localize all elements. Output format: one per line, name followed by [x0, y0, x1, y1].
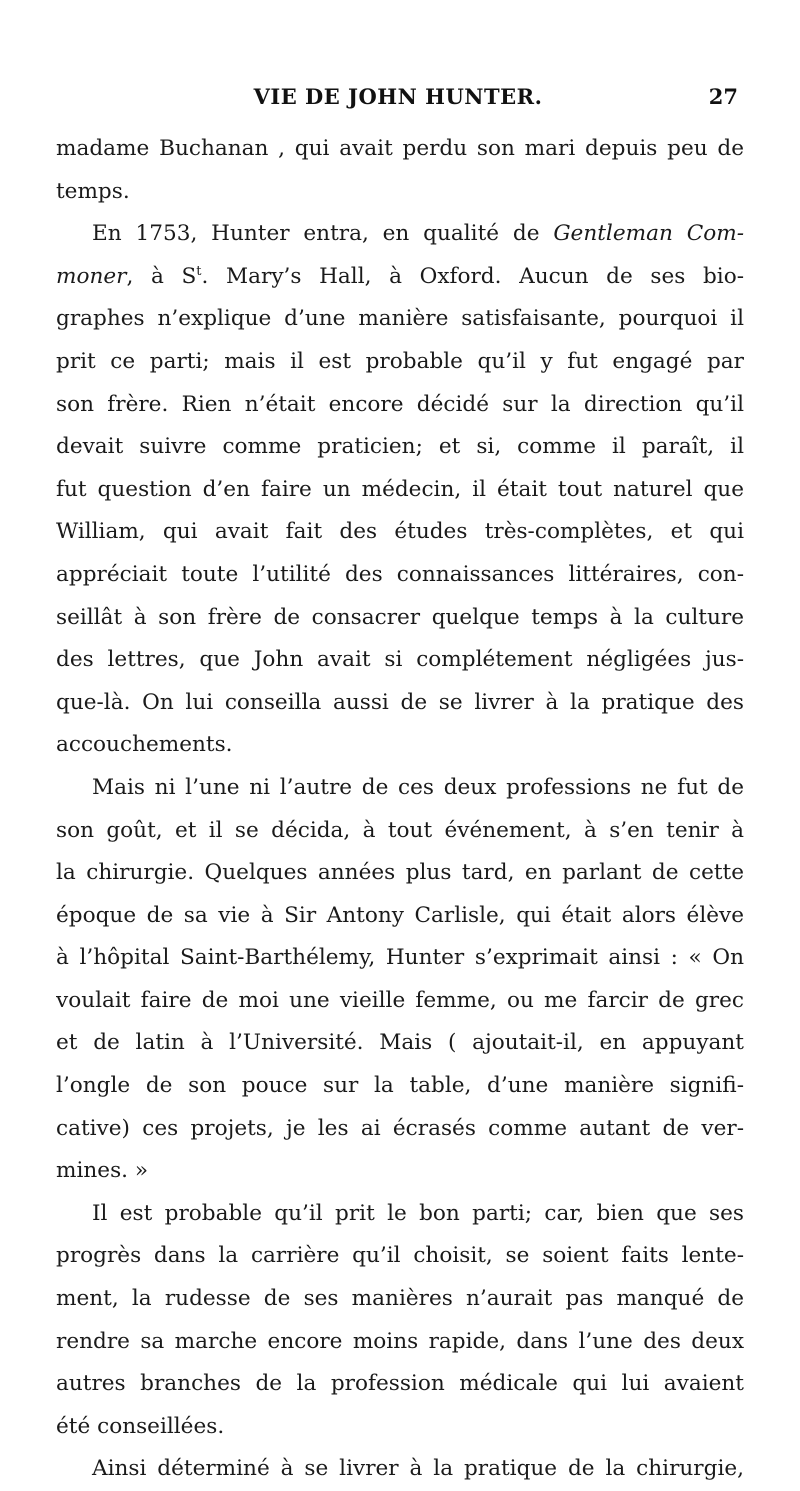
text-line [56, 1235, 744, 1278]
text-line [56, 639, 744, 682]
text-line [56, 1022, 744, 1065]
text-segment: Il est probable qu’il prit le bon parti; car, bien que ses [92, 1200, 744, 1226]
text-segment: époque de sa vie à Sir Antony Carlisle, qui était alors élève [56, 902, 744, 928]
italic-text: Gentleman Com- [553, 221, 744, 247]
text-segment: devait suivre comme praticien; et si, comme il paraît, il [56, 434, 744, 460]
text-line [56, 1193, 744, 1236]
text-line [56, 1278, 744, 1321]
text-segment: voulait faire de moi une vieille femme, ou me farcir de grec [56, 987, 744, 1013]
text-segment: à l’hôpital Saint-Barthélemy, Hunter s’exprimait ainsi : « On [56, 945, 744, 971]
text-line [56, 852, 744, 895]
running-title: VIE DE JOHN HUNTER. [253, 84, 543, 109]
text-segment: ment, la rudesse de ses manières n’aurait pas manqué de [56, 1286, 744, 1312]
text-line [56, 724, 744, 767]
text-line [56, 980, 744, 1023]
text-line [56, 937, 744, 980]
text-line [56, 1448, 744, 1491]
text-segment: la chirurgie. Quelques années plus tard, en parlant de cette [56, 860, 744, 886]
text-line [56, 767, 744, 810]
text-segment: et de latin à l’Université. Mais ( ajoutait-il, en appuyant [56, 1030, 744, 1056]
superscript-text: t [196, 263, 202, 279]
text-line [56, 469, 744, 512]
text-segment: . Mary’s Hall, à Oxford. Aucun de ses bio- [201, 263, 744, 289]
text-segment: prit ce parti; mais il est probable qu’il y fut engagé par [56, 348, 744, 374]
text-line [56, 213, 744, 256]
text-segment: que-là. On lui conseilla aussi de se livrer à la pratique des [56, 689, 744, 715]
text-line [56, 341, 744, 384]
text-line [56, 298, 744, 341]
text-line [56, 1065, 744, 1108]
text-segment: graphes n’explique d’une manière satisfaisante, pourquoi il [56, 306, 744, 332]
text-segment: des lettres, que John avait si complétement négligées jus- [56, 647, 744, 673]
text-segment: autres branches de la profession médicale qui lui avaient [56, 1371, 744, 1397]
text-segment: seillât à son frère de consacrer quelque temps à la culture [56, 604, 744, 630]
body-text [56, 128, 744, 1491]
text-segment: Ainsi déterminé à se livrer à la pratique de la chirurgie, [92, 1456, 744, 1482]
text-segment: En 1753, Hunter entra, en qualité de [92, 221, 554, 247]
text-line [56, 554, 744, 597]
text-line [56, 511, 744, 554]
text-segment: l’ongle de son pouce sur la table, d’une manière signifi- [56, 1073, 744, 1099]
text-segment: cative) ces projets, je les ai écrasés comme autant de ver- [56, 1115, 744, 1141]
text-line [56, 426, 744, 469]
text-line [56, 895, 744, 938]
text-segment: rendre sa marche encore moins rapide, dans l’une des deux [56, 1328, 744, 1354]
text-line [56, 128, 744, 171]
page-number: 27 [708, 84, 738, 109]
text-line [56, 171, 744, 214]
text-segment: temps. [56, 178, 130, 204]
text-segment: William, qui avait fait des études très-complètes, et qui [56, 519, 744, 545]
italic-text: moner [56, 263, 127, 289]
text-segment: progrès dans la carrière qu’il choisit, se soient faits lente- [56, 1243, 744, 1269]
text-segment: , à S [126, 263, 197, 289]
text-line [56, 256, 744, 299]
text-line [56, 810, 744, 853]
running-head [58, 84, 738, 114]
text-line [56, 1321, 744, 1364]
text-segment: fut question d’en faire un médecin, il était tout naturel que [56, 476, 744, 502]
text-line [56, 1406, 744, 1449]
text-segment: madame Buchanan , qui avait perdu son mari depuis peu de [56, 136, 744, 161]
text-line [56, 682, 744, 725]
text-segment: Mais ni l’une ni l’autre de ces deux professions ne fut de [92, 774, 744, 800]
text-segment: accouchements. [56, 732, 233, 758]
text-line [56, 384, 744, 427]
text-segment: été conseillées. [56, 1413, 225, 1439]
text-line [56, 1108, 744, 1151]
text-segment: son frère. Rien n’était encore décidé sur la direction qu’il [56, 391, 744, 417]
text-line [56, 1363, 744, 1406]
text-segment: appréciait toute l’utilité des connaissances littéraires, con- [56, 561, 744, 587]
text-line [56, 1150, 744, 1193]
text-segment: mines. » [56, 1158, 149, 1184]
text-segment: son goût, et il se décida, à tout événement, à s’en tenir à [56, 817, 744, 843]
text-line [56, 597, 744, 640]
